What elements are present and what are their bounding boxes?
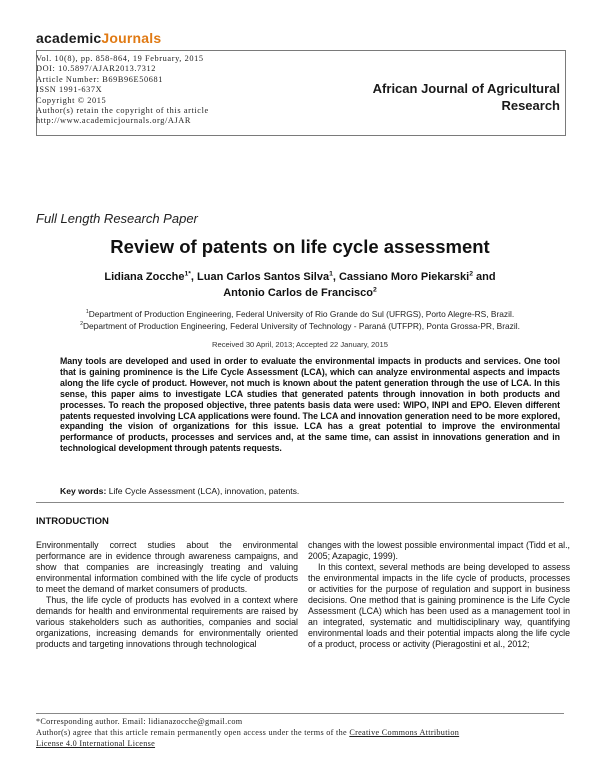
meta-article-number: Article Number: B69B96E50681 [36, 74, 163, 84]
keywords: Key words: Life Cycle Assessment (LCA), innovation, patents. [60, 486, 300, 496]
paragraph: In this context, several methods are being developed to assess the environmental impacts in the life cycle of products, processes or activities for the purpose of regulation and support in business decisions. One method that is gaining prominence is the Life Cycle Assessment (LCA) which has been used as a management tool in an integrated, systematic and multidisciplinary way, quantifying environmental loads and their potential impacts along the life cycle of a product, process or activity (Pieragostini et al., 2012; [308, 562, 570, 650]
article-meta [36, 54, 326, 127]
paragraph: Environmentally correct studies about the environmental performance are in evidence through awareness campaigns, and show that companies are increasingly treating and valuing environmental information combined with the life cycle of products to meet the demand of market consumers of products. [36, 540, 298, 595]
meta-volume: Vol. 10(8), pp. 858-864, 19 February, 2015 [36, 54, 204, 63]
received-dates: Received 30 April, 2013; Accepted 22 January, 2015 [212, 340, 388, 349]
affiliation-2: $^2$Department of Production Engineering, Federal University of Technology - Paraná (UTFPR), Ponta Grossa-PR, Brazil. [80, 321, 520, 331]
footnote-divider [36, 713, 564, 714]
meta-url[interactable]: http://www.academicjournals.org/AJAR [36, 116, 192, 126]
author-list: Lidiana Zocche$^{1*}$, Luan Carlos Santos Silva$^1$, Cassiano Moro Piekarski$^2$ and Antonio Carlos de Francisco$^2$ [104, 270, 496, 299]
license-link[interactable]: Creative Commons Attribution [349, 728, 460, 737]
meta-author-rights: Author(s) retain the copyright of this article [36, 106, 209, 116]
body-column-left [36, 540, 298, 650]
affiliation-1: $^1$Department of Production Engineering, Federal University of Rio Grande do Sul (UFRGS), Porto Alegre-RS, Brazil. [85, 309, 515, 319]
meta-doi: DOI: 10.5897/AJAR2013.7312 [36, 64, 157, 74]
meta-issn: ISSN 1991-637X [36, 85, 103, 95]
paragraph: changes with the lowest possible environmental impact (Tidd et al., 2005; Azapagic, 1999). [308, 540, 570, 562]
footnote [36, 716, 564, 749]
paper-type: Full Length Research Paper [36, 211, 198, 226]
journal-logo: academicJournals [36, 30, 162, 46]
section-divider [36, 502, 564, 503]
journal-name: African Journal of Agricultural Research [372, 81, 560, 113]
body-column-right [308, 540, 570, 650]
paper-title: Review of patents on life cycle assessment [110, 236, 490, 257]
abstract: Many tools are developed and used in order to evaluate the environmental impacts in products and services. One tool that is gaining prominence is the Life Cycle Assessment (LCA), which can analyze environmental aspects and impacts along the life cycle of product. However, not much is known about the patent generation through the use of LCA. In this sense, this paper aims to investigate LCA studies that generated patents through innovation in both products and processes. To reach the proposed objective, three patents basis data were used: WIPO, INPI and EPO. Eleven different patents requested involving LCA applications were found. The LCA and innovation generation need to be more explored, expanding the vision of organizations for this issue. LCA has a great potential to improve the environmental performance of products, processes and services and, at the same time, can assist in innovations generation and in technological development through patents requests. [60, 356, 560, 454]
license-text: Author(s) agree that this article remain permanently open access under the terms of the Creative Commons Attribution [36, 728, 460, 737]
paragraph: Thus, the life cycle of products has evolved in a context where demands for health and environmental requirements are raised by various stakeholders such as authorities, companies and social organizations, increasing demands for environmentally oriented products and targeting innovations through technological [36, 595, 298, 650]
license-link-line2[interactable]: License 4.0 International License [36, 739, 156, 748]
corresponding-author: *Corresponding author. Email: lidianazocche@gmail.com [36, 717, 243, 726]
intro-heading: INTRODUCTION [36, 516, 109, 527]
meta-copyright: Copyright © 2015 [36, 95, 107, 105]
